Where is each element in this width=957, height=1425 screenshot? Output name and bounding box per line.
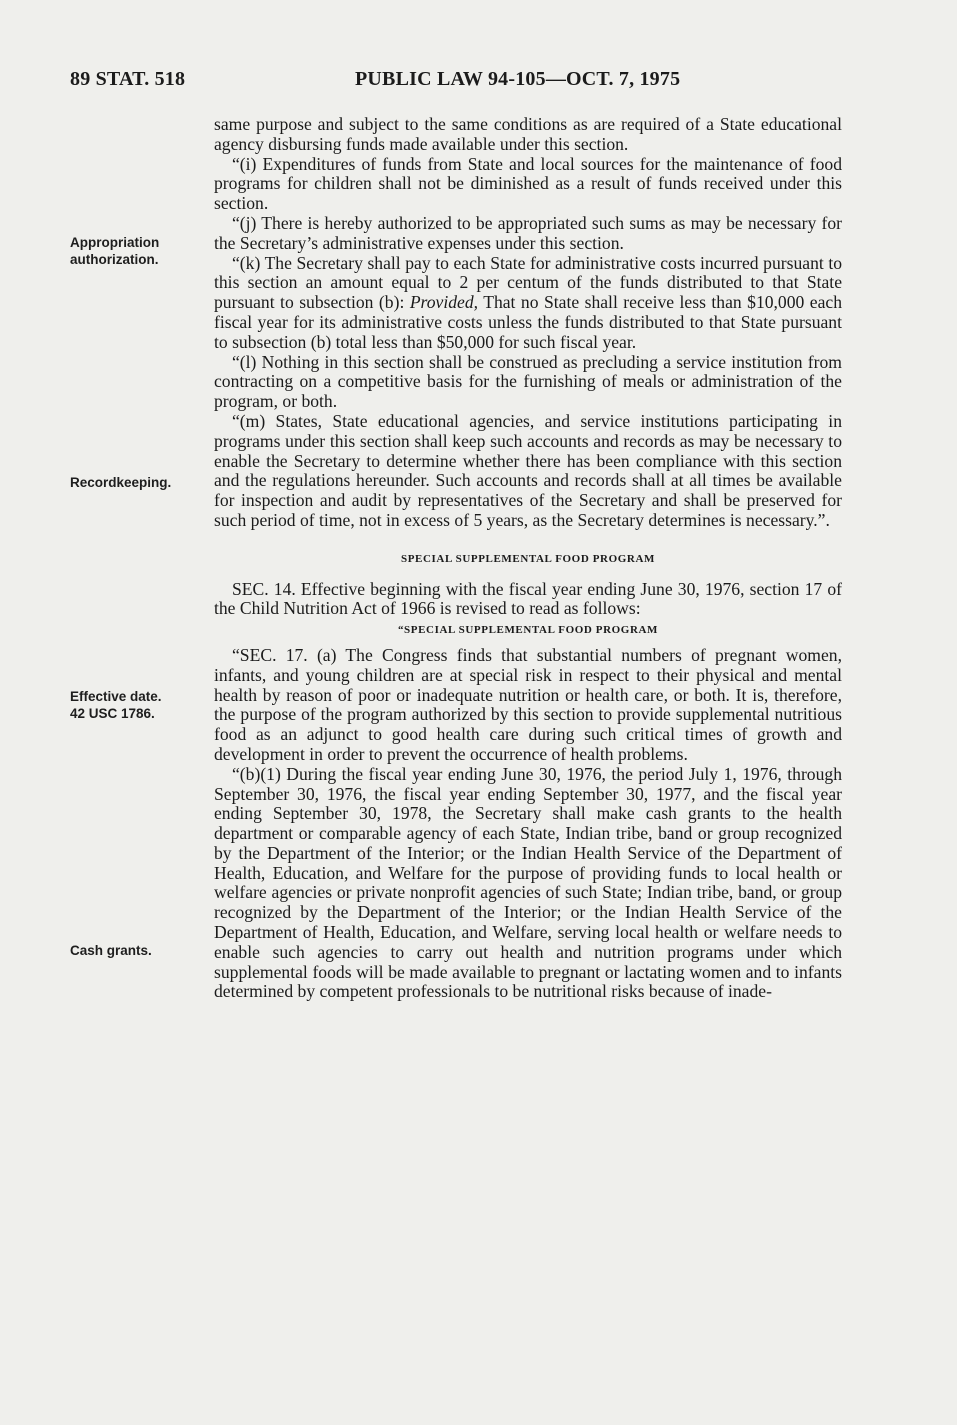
paragraph-l: “(l) Nothing in this section shall be construed as precluding a service institution from contracting on a competitive basis for the furnishing of meals or administration of the program, or both.	[214, 351, 842, 412]
paragraph-k	[214, 254, 842, 353]
margin-note-line: Effective date.	[70, 689, 162, 704]
margin-note-line: Appropriation	[70, 235, 160, 250]
paragraph-k-text: “(k) The Secretary shall pay to each State for administrative costs incurred pursuant to this section an amount equal to 2 per centum of the funds distributed to that State pursuant to subsection (b):	[214, 252, 842, 313]
paragraph-sec17a: “SEC. 17. (a) The Congress finds that substantial numbers of pregnant women, infants, and young children are at special risk in respect to their physical and mental health by reason of poor or inadequate nutrition or health care, or both. It is, therefore, the purpose of the program authorized by this section to provide supplemental nutritious food as an adjunct to good health care during such critical times of growth and development in order to prevent the occurrence of health problems.	[214, 644, 842, 764]
paragraph-continuation: same purpose and subject to the same conditions as are required of a State educational agency disbursing funds made available under this section.	[214, 114, 842, 154]
provided-italic: Provided,	[409, 292, 479, 313]
paragraph-k-text: That no State shall receive less than $10,000 each fiscal year for its administrative costs unless the funds distributed to that State pursuant to subsection (b) total less than $50,000 for such fiscal year.	[214, 292, 843, 352]
margin-note-line: 42 USC 1786.	[70, 706, 155, 721]
paragraph-m: “(m) States, State educational agencies, and service institutions participating in programs under this section shall keep such accounts and records as may be necessary to enable the Secretary to determine whether there has been compliance with this section and the regulations hereunder. Such accounts and records shall at all times be available for inspection and audit by representatives of the Secretary and shall be preserved for such period of time, not in excess of 5 years, as the Secretary determines is necessary.”.	[214, 410, 842, 530]
margin-note-recordkeeping: Recordkeeping.	[70, 475, 172, 490]
paragraph-i: “(i) Expenditures of funds from State and local sources for the maintenance of food programs for children shall not be diminished as a result of funds received under this section.	[214, 153, 842, 214]
page-title: PUBLIC LAW 94-105—OCT. 7, 1975	[355, 68, 681, 90]
body-text	[214, 115, 842, 1002]
paragraph-j: “(j) There is hereby authorized to be appropriated such sums as may be necessary for the Secretary’s administrative expenses under this section.	[214, 212, 842, 253]
paragraph-sec14: SEC. 14. Effective beginning with the fiscal year ending June 30, 1976, section 17 of the Child Nutrition Act of 1966 is revised to read as follows:	[214, 578, 842, 619]
margin-note-line: authorization.	[70, 252, 159, 267]
margin-note-appropriation	[70, 234, 159, 268]
section-heading: SPECIAL SUPPLEMENTAL FOOD PROGRAM	[401, 552, 655, 565]
margin-note-effective-date	[70, 688, 162, 722]
section-heading: “SPECIAL SUPPLEMENTAL FOOD PROGRAM	[397, 624, 659, 637]
statute-reference: 89 STAT. 518	[70, 68, 186, 90]
paragraph-b1: “(b)(1) During the fiscal year ending June 30, 1976, the period July 1, 1976, through September 30, 1976, the fiscal year ending September 30, 1977, and the fiscal year ending September 30, 1978, the Secretary shall make cash grants to the health department or comparable agency of each State, Indian tribe, band or group recognized by the Department of the Interior; or the Indian Health Service of the Department of Health, Education, and Welfare for the purpose of providing funds to local health or welfare agencies or private nonprofit agencies of such State; Indian tribe, band, or group recognized by the Department of the Interior; or the Indian Health Service of the Department of Health, Education, and Welfare, serving local health or welfare needs to enable such agencies to carry out health and nutrition programs under which supplemental foods will be made available to pregnant or lactating women and to infants determined by competent professionals to be nutritional risks because of inade-	[214, 763, 842, 1002]
margin-note-cash-grants: Cash grants.	[70, 943, 152, 958]
